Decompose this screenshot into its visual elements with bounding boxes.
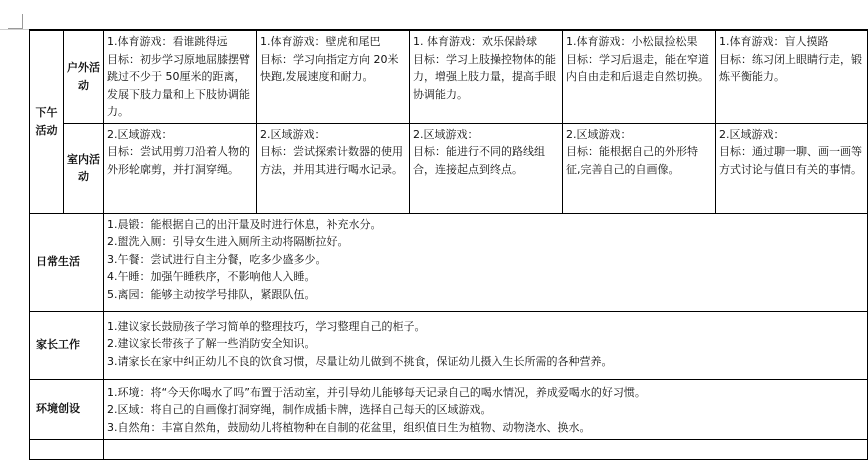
list-item: 5.离园：能够主动按学号排队，紧跟队伍。 (107, 287, 316, 301)
list-item: 1.建议家长鼓励孩子学习简单的整理技巧，学习整理自己的柜子。 (107, 319, 426, 333)
environment-content (104, 379, 868, 439)
outdoor-cell-1 (104, 30, 257, 123)
cell-goal: 目标：练习闭上眼睛行走，锻炼平衡能力。 (719, 52, 862, 83)
cell-goal: 目标：学习后退走，能在窄道内自由走和后退走自然切换。 (566, 52, 709, 83)
outdoor-label: 户外活动 (64, 30, 104, 123)
list-item: 3.午餐：尝试进行自主分餐，吃多少盛多少。 (107, 252, 327, 266)
empty-cell (30, 439, 104, 459)
cell-goal: 目标：能进行不同的路线组合，连接起点到终点。 (413, 145, 545, 176)
indoor-cell-1 (104, 123, 257, 213)
list-item: 2.盥洗入厕：引导女生进入厕所主动将隔断拉好。 (107, 235, 349, 248)
table-row (30, 439, 868, 459)
cell-goal: 目标：能根据自己的外形特征,完善自己的自画像。 (566, 145, 698, 176)
list-item: 2.区域：将自己的自画像打洞穿绳，制作成插卡牌，选择自己每天的区域游戏。 (107, 403, 492, 416)
list-item: 3.请家长在家中纠正幼儿不良的饮食习惯，尽量让幼儿做到不挑食，保证幼儿摄入生长所需的各种营养。 (107, 354, 613, 368)
cell-title: 1.体育游戏：盲人摸路 (719, 35, 829, 48)
outdoor-cell-2 (257, 30, 410, 123)
crop-mark (8, 14, 23, 29)
cell-goal: 目标：学习向指定方向 20米快跑,发展速度和耐力。 (260, 52, 399, 83)
list-item: 1.环境：将“今天你喝水了吗”布置于活动室，并引导幼儿能够每天记录自己的喝水情况，养成爱喝水的好习惯。 (107, 385, 646, 399)
cell-goal: 目标：初步学习原地屈膝摆臂跳过不少于 50厘米的距离，发展下肢力量和上下肢协调能力。 (107, 52, 250, 118)
daily-life-content (104, 213, 868, 311)
afternoon-label: 下午活动 (30, 30, 64, 213)
cell-title: 1.体育游戏：看谁跳得远 (107, 35, 228, 48)
environment-row (30, 379, 868, 439)
cell-title: 1.体育游戏：壁虎和尾巴 (260, 35, 381, 48)
outdoor-cell-5 (716, 30, 868, 123)
indoor-row (30, 123, 868, 213)
outdoor-cell-3 (410, 30, 563, 123)
indoor-cell-3 (410, 123, 563, 213)
cell-goal: 目标：学习上肢操控物体的能力，增强上肢力量，提高手眼协调能力。 (413, 52, 556, 101)
cell-goal: 目标：尝试探索计数器的使用方法，并用其进行喝水记录。 (260, 145, 403, 176)
weekly-plan-table (29, 29, 868, 460)
cell-goal: 目标：通过聊一聊、画一画等方式讨论与值日有关的事情。 (719, 145, 862, 176)
indoor-cell-4 (563, 123, 716, 213)
list-item: 3.自然角：丰富自然角，鼓励幼儿将植物种在自制的花盆里，组织值日生为植物、动物浇水、换水。 (107, 420, 591, 434)
list-item: 4.午睡：加强午睡秩序，不影响他人入睡。 (107, 270, 316, 283)
cell-title: 1.体育游戏：小松鼠捡松果 (566, 35, 698, 48)
cell-title: 2.区域游戏： (566, 127, 632, 141)
list-item: 1.晨锻：能根据自己的出汗量及时进行休息，补充水分。 (107, 217, 382, 231)
outdoor-cell-4 (563, 30, 716, 123)
outdoor-row (30, 30, 868, 123)
daily-life-row (30, 213, 868, 311)
cell-goal: 目标：尝试用剪刀沿着人物的外形轮廓剪，并打洞穿绳。 (107, 145, 250, 176)
indoor-label: 室内活动 (64, 123, 104, 213)
indoor-cell-5 (716, 123, 868, 213)
cell-title: 2.区域游戏： (413, 127, 479, 141)
cell-title: 1. 体育游戏：欢乐保龄球 (413, 35, 537, 48)
cell-title: 2.区域游戏： (107, 127, 173, 141)
page-top-margin (0, 0, 868, 30)
indoor-cell-2 (257, 123, 410, 213)
environment-label: 环境创设 (30, 379, 104, 439)
empty-cell (104, 439, 868, 459)
parent-work-content (104, 311, 868, 379)
cell-title: 2.区域游戏： (719, 127, 785, 141)
list-item: 2.建议家长带孩子了解一些消防安全知识。 (107, 337, 316, 350)
cell-title: 2.区域游戏： (260, 127, 326, 141)
parent-work-row (30, 311, 868, 379)
daily-life-label: 日常生活 (30, 213, 104, 311)
parent-work-label: 家长工作 (30, 311, 104, 379)
